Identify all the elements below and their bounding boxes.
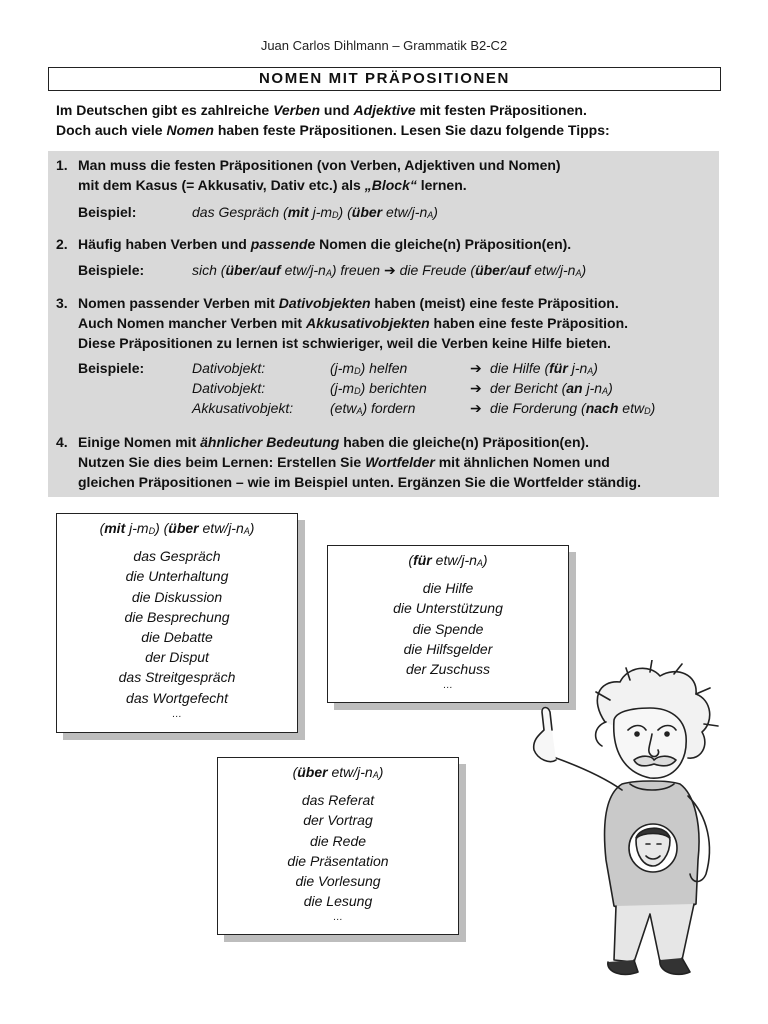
noun-phrase: die Forderung (nach etwD) — [490, 400, 656, 416]
intro-paragraph — [56, 100, 726, 140]
verb-phrase: (j-mD) berichten — [330, 380, 427, 396]
tip-1 — [56, 155, 716, 195]
card-heading: (mit j-mD) (über etw/j-nA) — [99, 520, 255, 536]
tip-line: Nutzen Sie dies beim Lernen: Erstellen Sie Wortfelder mit ähnlichen Nomen und — [78, 454, 610, 470]
list-item: der Zuschuss — [405, 661, 491, 678]
list-item: die Besprechung — [124, 608, 230, 625]
arrow-icon: ➔ — [383, 262, 396, 278]
object-type: Dativobjekt: — [192, 360, 266, 376]
tip-4 — [56, 432, 716, 492]
list-item: die Debatte — [141, 629, 213, 646]
verb-phrase: (j-mD) helfen — [330, 360, 408, 376]
page-title: NOMEN MIT PRÄPOSITIONEN — [48, 67, 721, 91]
list-item: der Disput — [145, 649, 209, 666]
object-type: Dativobjekt: — [192, 380, 266, 396]
example-text: sich (über/auf etw/j-nA) freuen ➔ die Freude (über/auf etw/j-nA) — [192, 262, 587, 278]
list-item: die Diskussion — [131, 588, 223, 605]
tip-line: mit dem Kasus (= Akkusativ, Dativ etc.) als „Block“ lernen. — [78, 177, 467, 193]
tip-line: gleichen Präpositionen – wie im Beispiel unten. Ergänzen Sie die Wortfelder ständig. — [78, 474, 641, 490]
noun-phrase: der Bericht (an j-nA) — [490, 380, 613, 396]
list-item: die Unterstützung — [393, 600, 503, 617]
cartoon-professor-illustration — [510, 660, 722, 1000]
intro-line-1: Im Deutschen gibt es zahlreiche Verben und Adjektive mit festen Präpositionen. — [56, 102, 587, 118]
list-item: die Präsentation — [287, 852, 389, 869]
tip-line: Diese Präpositionen zu lernen ist schwieriger, weil die Verben keine Hilfe bieten. — [78, 335, 611, 351]
example-label: Beispiel: — [78, 204, 137, 220]
ellipsis: … — [333, 912, 343, 924]
intro-line-2: Doch auch viele Nomen haben feste Präpositionen. Lesen Sie dazu folgende Tipps: — [56, 122, 610, 138]
list-item: der Vortrag — [303, 812, 373, 829]
list-item: die Hilfe — [422, 580, 474, 597]
tip-3 — [56, 293, 716, 353]
verb-phrase: (etwA) fordern — [330, 400, 416, 416]
list-item: das Gespräch — [133, 548, 221, 565]
object-type: Akkusativobjekt: — [192, 400, 294, 416]
example-text: das Gespräch (mit j-mD) (über etw/j-nA) — [192, 204, 438, 220]
list-item: die Hilfsgelder — [403, 640, 493, 657]
tip-number: 1. — [56, 157, 68, 173]
card-heading: (für etw/j-nA) — [408, 552, 488, 568]
list-item: das Referat — [301, 792, 375, 809]
wordfield-card-ueber — [217, 757, 459, 935]
tip-number: 3. — [56, 295, 68, 311]
arrow-icon: ➔ — [470, 400, 482, 416]
list-item: die Unterhaltung — [125, 568, 229, 585]
list-item: das Streitgespräch — [118, 669, 236, 686]
list-item: die Vorlesung — [295, 873, 381, 890]
example-label: Beispiele: — [78, 360, 145, 376]
wordfield-card-mit-ueber — [56, 513, 298, 733]
tip-line: Einige Nomen mit ähnlicher Bedeutung haben die gleiche(n) Präposition(en). — [78, 434, 590, 450]
noun-phrase: die Hilfe (für j-nA) — [490, 360, 598, 376]
ellipsis: … — [443, 680, 453, 692]
arrow-icon: ➔ — [470, 380, 482, 396]
tip-2 — [56, 234, 716, 254]
list-item: die Rede — [309, 832, 367, 849]
tip-line: Nomen passender Verben mit Dativobjekten haben (meist) eine feste Präposition. — [78, 295, 619, 311]
list-item: das Wortgefecht — [126, 689, 228, 706]
list-item: die Lesung — [303, 893, 373, 910]
tip-number: 2. — [56, 236, 68, 252]
tip-line: Auch Nomen mancher Verben mit Akkusativobjekten haben eine feste Präposition. — [78, 315, 629, 331]
arrow-icon: ➔ — [470, 360, 482, 376]
card-heading: (über etw/j-nA) — [292, 764, 384, 780]
tip-line: Man muss die festen Präpositionen (von Verben, Adjektiven und Nomen) — [78, 157, 561, 173]
list-item: die Spende — [412, 620, 484, 637]
tip-line: Häufig haben Verben und passende Nomen die gleiche(n) Präposition(en). — [78, 236, 572, 252]
page-header: Juan Carlos Dihlmann – Grammatik B2-C2 — [260, 38, 508, 53]
ellipsis: … — [172, 708, 182, 720]
example-label: Beispiele: — [78, 262, 145, 278]
tip-number: 4. — [56, 434, 68, 450]
